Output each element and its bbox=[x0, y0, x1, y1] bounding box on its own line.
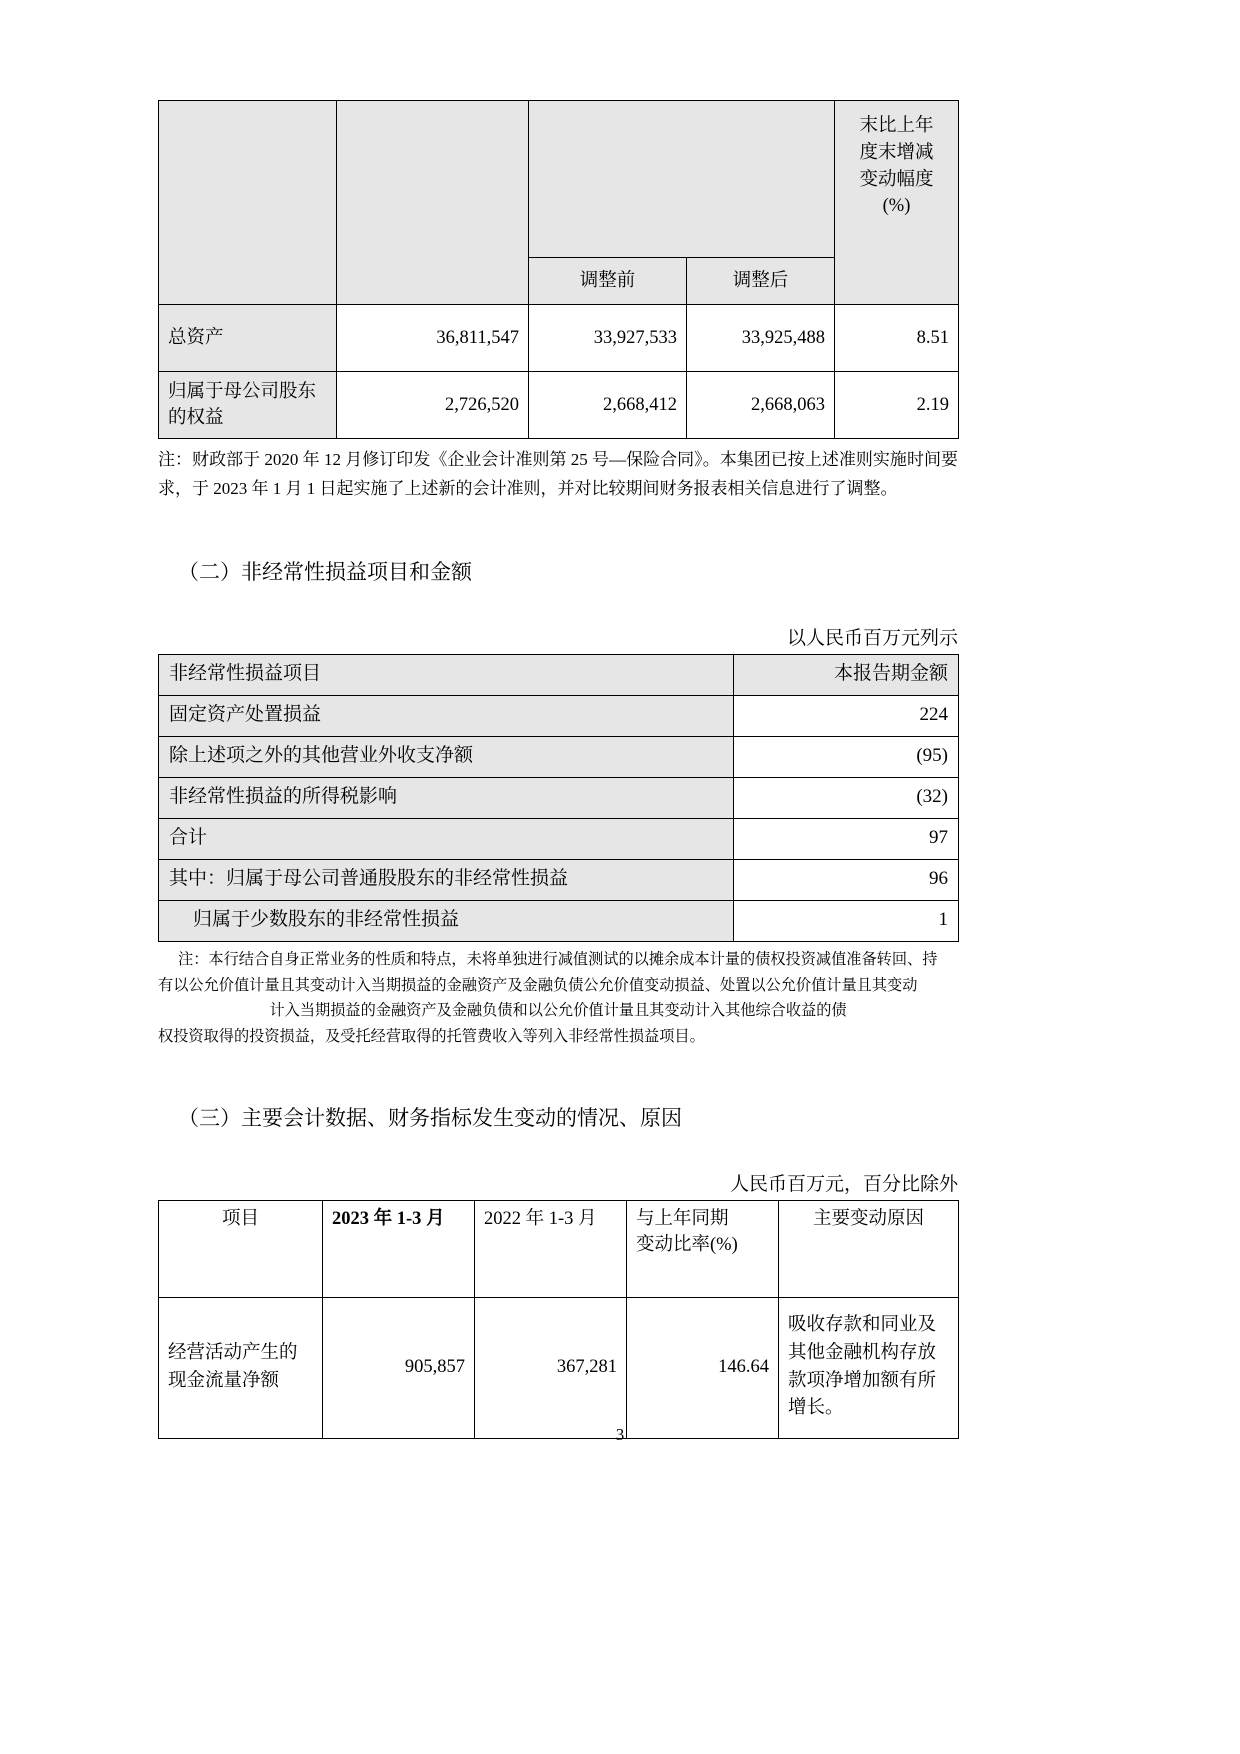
header-main-reason: 主要变动原因 bbox=[779, 1200, 959, 1297]
header-prior-group bbox=[529, 101, 835, 258]
heading-section-two: （二）非经常性损益项目和金额 bbox=[178, 560, 472, 585]
cell-total-assets-after: 33,925,488 bbox=[687, 305, 835, 372]
cell-total-amount: 97 bbox=[734, 818, 959, 859]
cell-cashflow-reason: 吸收存款和同业及其他金融机构存放款项净增加额有所增长。 bbox=[779, 1297, 959, 1438]
table-row bbox=[159, 818, 959, 859]
table-row-header bbox=[159, 1200, 959, 1297]
units-caption-section-two: 以人民币百万元列示 bbox=[786, 627, 958, 649]
pct-change-line-2: 度末增减 bbox=[859, 142, 934, 163]
cell-equity-after: 2,668,063 bbox=[687, 372, 835, 439]
table-row bbox=[159, 900, 959, 941]
header-2022-year-char: 年 bbox=[525, 1208, 545, 1229]
header-change-rate-line-1: 与上年同期 bbox=[636, 1208, 729, 1229]
note-line-4: 权投资取得的投资损益，及受托经营取得的托管费收入等列入非经常性损益项目。 bbox=[158, 1027, 705, 1045]
row-label-other-nonoperating: 除上述项之外的其他营业外收支净额 bbox=[159, 736, 734, 777]
page-number: 3 bbox=[615, 1425, 625, 1444]
header-2022-period bbox=[475, 1200, 627, 1297]
cell-equity-pct: 2.19 bbox=[835, 372, 959, 439]
row-label-attributable-parent: 其中：归属于母公司普通股股东的非经常性损益 bbox=[159, 859, 734, 900]
cell-cashflow-rate: 146.64 bbox=[627, 1297, 779, 1438]
spacer bbox=[158, 1049, 958, 1103]
table-row bbox=[159, 1297, 959, 1438]
table-row bbox=[159, 305, 959, 372]
row-label-attributable-minority: 归属于少数股东的非经常性损益 bbox=[159, 900, 734, 941]
cell-other-nonoperating-amount: (95) bbox=[734, 736, 959, 777]
table-row bbox=[159, 736, 959, 777]
note-nonrecurring bbox=[158, 947, 958, 1049]
header-item: 项目 bbox=[159, 1200, 323, 1297]
table-row-header bbox=[159, 654, 959, 695]
cell-attributable-parent-amount: 96 bbox=[734, 859, 959, 900]
header-sub-before: 调整前 bbox=[529, 258, 687, 305]
cell-equity-before: 2,668,412 bbox=[529, 372, 687, 439]
pct-change-line-1: 末比上年 bbox=[859, 116, 934, 136]
note-line-2: 有以公允价值计量且其变动计入当期损益的金融资产及金融负债公允价值变动损益、处置以公允价值计量且其变动 bbox=[158, 976, 918, 994]
header-current-blank bbox=[337, 101, 529, 305]
units-caption-section-three: 人民币百万元，百分比除外 bbox=[729, 1173, 958, 1195]
spacer bbox=[158, 503, 958, 557]
header-2023-year-char: 年 bbox=[373, 1208, 393, 1229]
table-nonrecurring-items bbox=[158, 654, 959, 942]
cell-fixed-asset-disposal-amount: 224 bbox=[734, 695, 959, 736]
table-key-accounting-data bbox=[158, 100, 959, 439]
header-change-rate bbox=[627, 1200, 779, 1297]
cell-income-tax-effect-amount: (32) bbox=[734, 777, 959, 818]
table-row-header-top bbox=[159, 101, 959, 258]
cell-equity-current: 2,726,520 bbox=[337, 372, 529, 439]
header-pct-change bbox=[835, 101, 959, 305]
table-significant-changes bbox=[158, 1200, 959, 1439]
row-label-income-tax-effect: 非经常性损益的所得税影响 bbox=[159, 777, 734, 818]
table-row bbox=[159, 777, 959, 818]
table-row bbox=[159, 859, 959, 900]
header-sub-after: 调整后 bbox=[687, 258, 835, 305]
note-accounting-standards: 注：财政部于 2020 年 12 月修订印发《企业会计准则第 25 号—保险合同》。本集团已按上述准则实施时间要求，于 2023 年 1 月 1 日起实施了上述新的会计准则，并对比较期间财务报表相关信息进行了调整。 bbox=[158, 450, 958, 499]
table-row bbox=[159, 695, 959, 736]
header-2022-months: 1-3 bbox=[548, 1208, 574, 1229]
header-2023-period bbox=[323, 1200, 475, 1297]
note-line-3: 计入当期损益的金融资产及金融负债和以公允价值计量且其变动计入其他综合收益的债 bbox=[269, 1002, 847, 1020]
header-nonrecurring-item: 非经常性损益项目 bbox=[159, 654, 734, 695]
header-2022-year: 2022 bbox=[484, 1208, 521, 1229]
page-content bbox=[158, 100, 958, 1439]
header-2022-month-char: 月 bbox=[578, 1208, 597, 1229]
cell-attributable-minority-amount: 1 bbox=[734, 900, 959, 941]
header-2023-month-char: 月 bbox=[426, 1208, 445, 1229]
row-label-equity: 归属于母公司股东的权益 bbox=[159, 372, 337, 439]
cell-cashflow-2022: 367,281 bbox=[475, 1297, 627, 1438]
cell-cashflow-2023: 905,857 bbox=[323, 1297, 475, 1438]
pct-change-line-3: 变动幅度 bbox=[859, 169, 934, 190]
table-row bbox=[159, 372, 959, 439]
heading-section-three: （三）主要会计数据、财务指标发生变动的情况、原因 bbox=[178, 1106, 682, 1131]
row-label-operating-cashflow: 经营活动产生的现金流量净额 bbox=[159, 1297, 323, 1438]
row-label-fixed-asset-disposal: 固定资产处置损益 bbox=[159, 695, 734, 736]
header-item-blank bbox=[159, 101, 337, 305]
header-2023-months: 1-3 bbox=[396, 1208, 422, 1229]
spacer bbox=[158, 1135, 958, 1169]
header-change-rate-line-2: 变动比率(%) bbox=[636, 1234, 738, 1255]
row-label-total-assets: 总资产 bbox=[159, 305, 337, 372]
note-line-1: 注：本行结合自身正常业务的性质和特点，未将单独进行减值测试的以摊余成本计量的债权投资减值准备转回、持 bbox=[178, 950, 938, 968]
spacer bbox=[158, 589, 958, 623]
row-label-total: 合计 bbox=[159, 818, 734, 859]
pct-change-line-4: (%) bbox=[882, 196, 911, 217]
cell-total-assets-pct: 8.51 bbox=[835, 305, 959, 372]
header-2023-year: 2023 bbox=[332, 1208, 369, 1229]
header-period-amount: 本报告期金额 bbox=[734, 654, 959, 695]
cell-total-assets-current: 36,811,547 bbox=[337, 305, 529, 372]
cell-total-assets-before: 33,927,533 bbox=[529, 305, 687, 372]
